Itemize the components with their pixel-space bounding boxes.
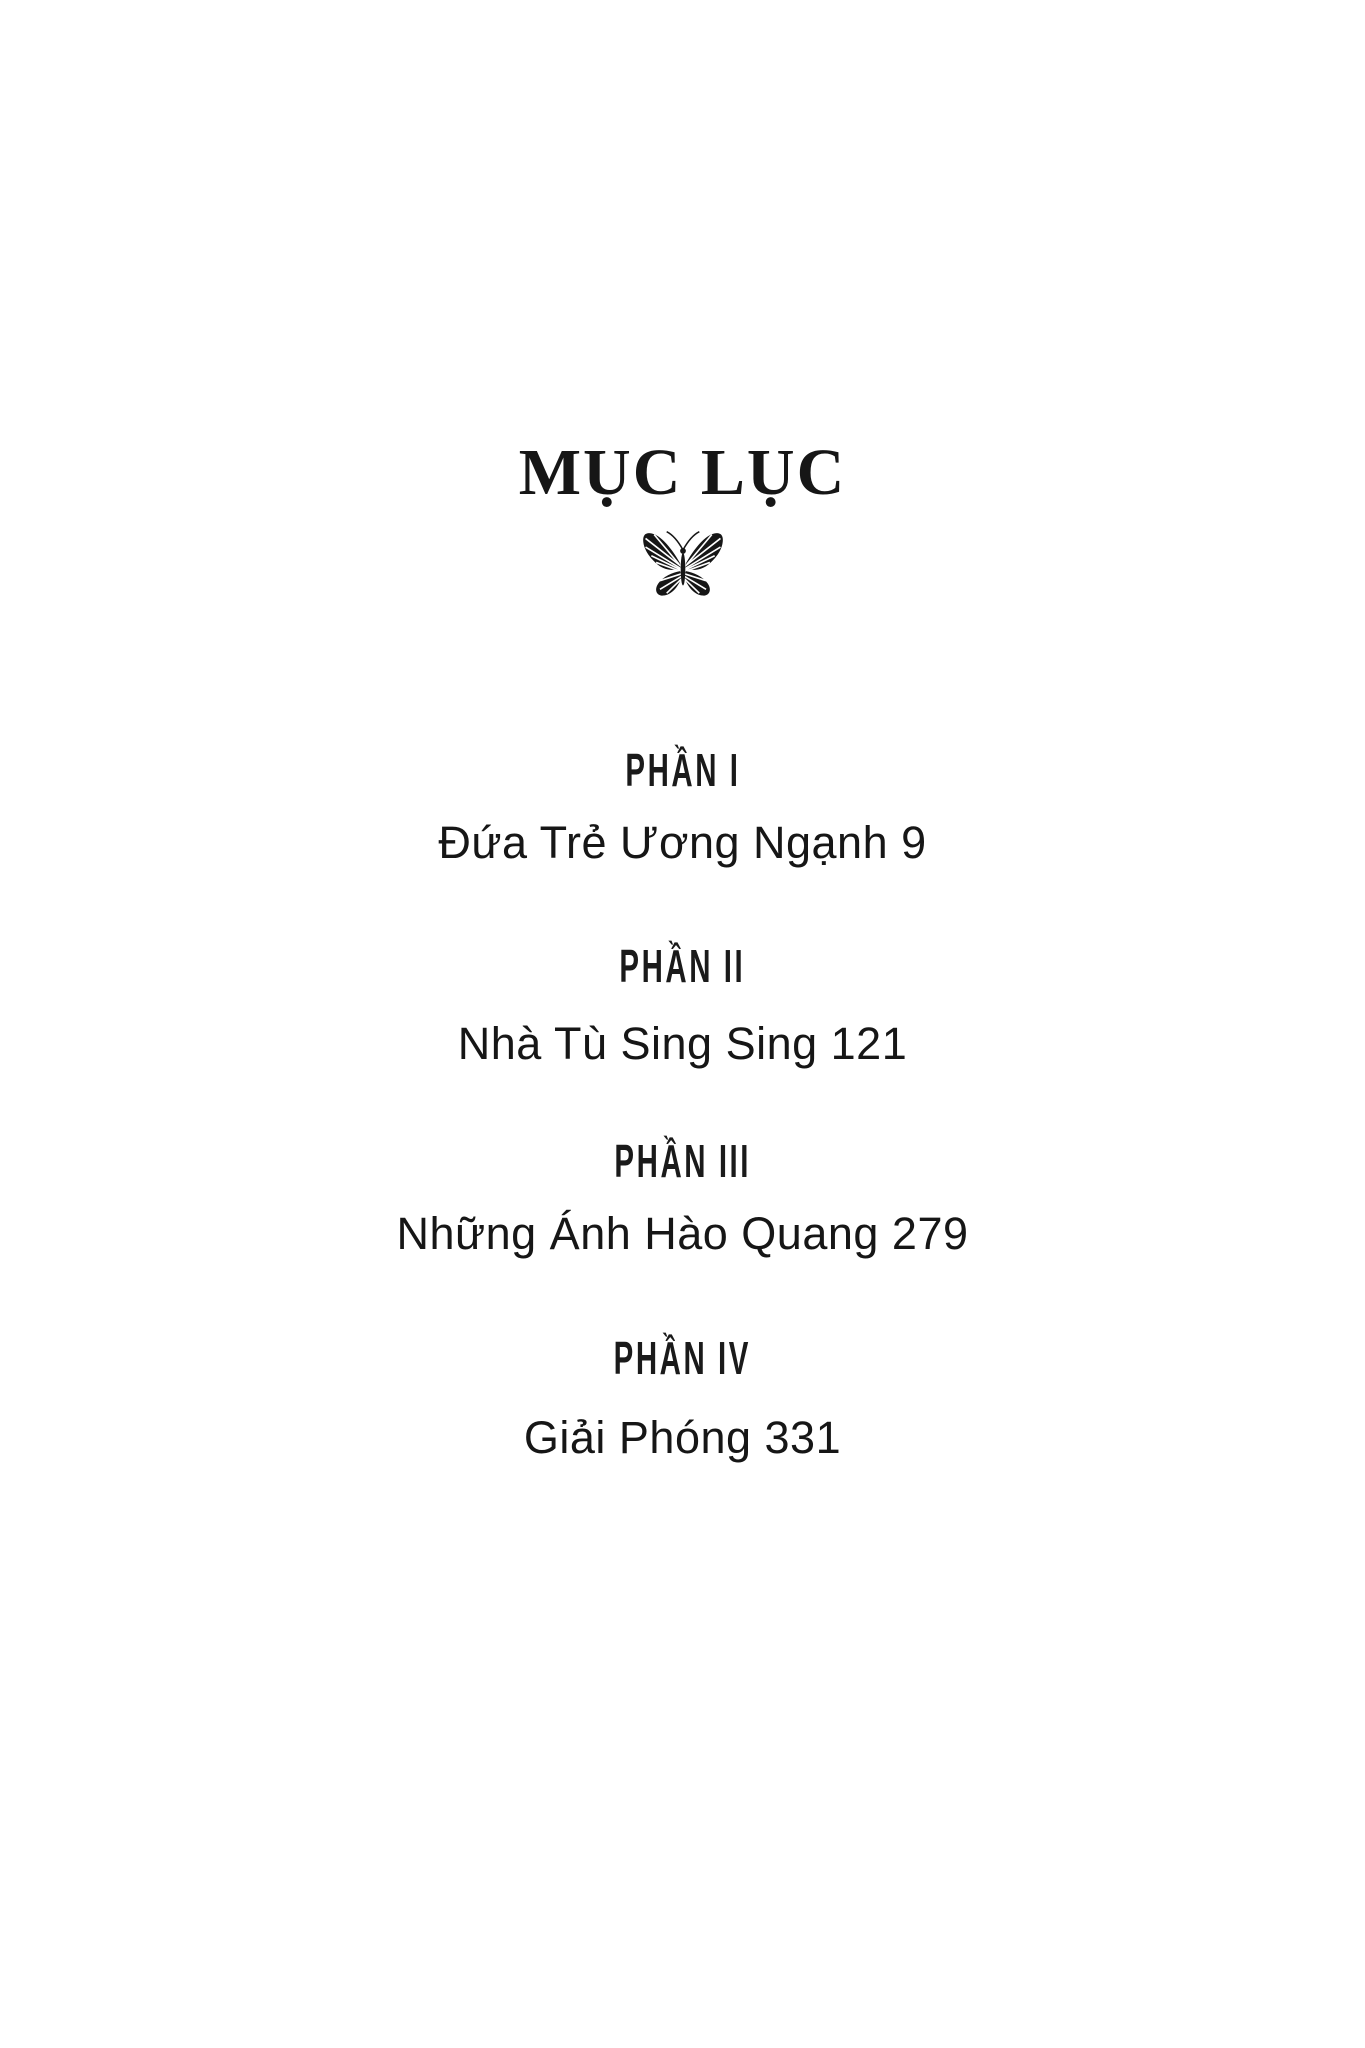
part-label-4: PHẦN IV: [613, 1332, 752, 1384]
butterfly-ornament: [0, 524, 1365, 598]
chapter-title: Nhà Tù Sing Sing: [457, 1018, 818, 1069]
chapter-title: Giải Phóng: [523, 1412, 752, 1463]
part-label-3: PHẦN III: [614, 1135, 751, 1187]
toc-entry-2: [0, 1018, 1365, 1069]
part-label-2: PHẦN II: [619, 940, 746, 992]
toc-entry-1: [0, 817, 1365, 868]
chapter-page-number: 9: [901, 817, 927, 868]
page-title: MỤC LỤC: [518, 436, 847, 510]
chapter-title: Những Ánh Hào Quang: [396, 1208, 879, 1259]
part-label-1: PHẦN I: [624, 744, 741, 796]
chapter-page-number: 331: [764, 1412, 842, 1463]
chapter-title: Đứa Trẻ Ương Ngạnh: [438, 817, 889, 868]
toc-entry-3: [0, 1208, 1365, 1259]
butterfly-icon: [635, 523, 731, 540]
toc-entry-4: [0, 1412, 1365, 1463]
chapter-page-number: 121: [830, 1018, 908, 1069]
chapter-page-number: 279: [891, 1208, 969, 1259]
